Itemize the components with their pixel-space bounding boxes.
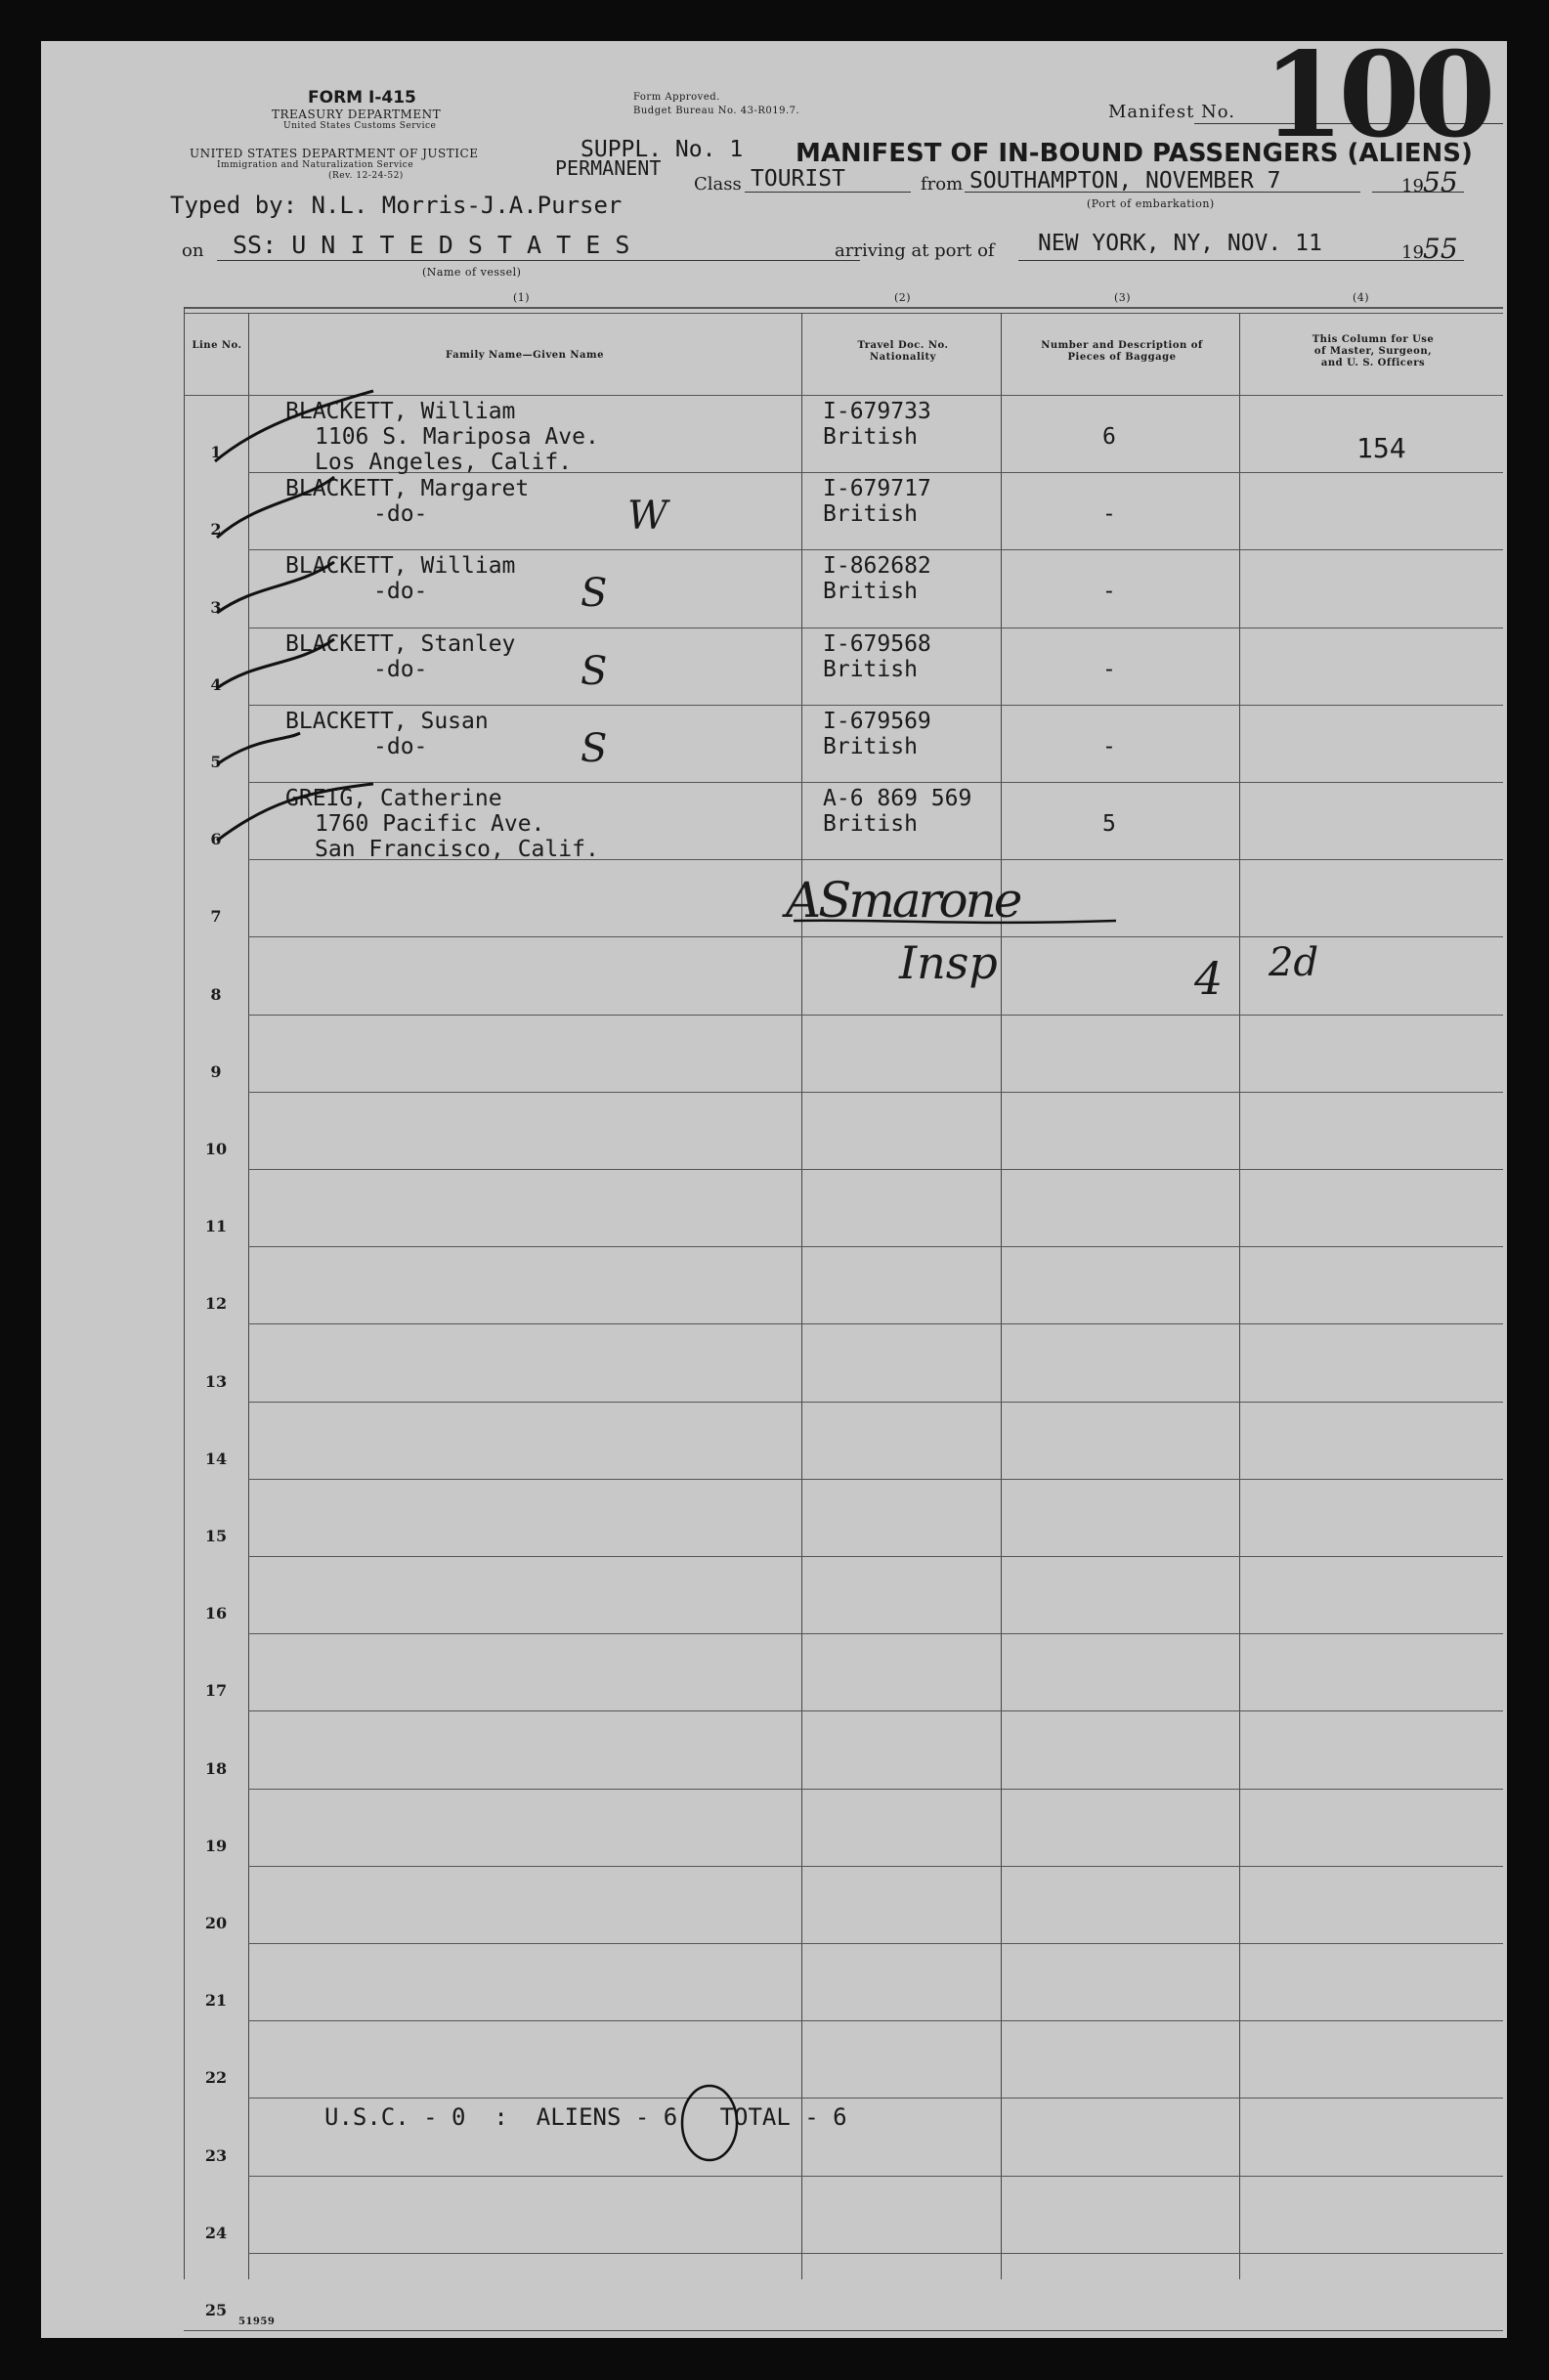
- baggage-count: -: [1102, 656, 1116, 682]
- line-number: 13: [204, 1371, 228, 1391]
- totals-summary: U.S.C. - 0 : ALIENS - 6 TOTAL - 6: [324, 2103, 847, 2131]
- nationality: British: [823, 424, 918, 450]
- arrival-year: 55: [1423, 233, 1458, 265]
- arriving-label: arriving at port of: [835, 240, 995, 261]
- header-official-line3: and U. S. Officers: [1320, 358, 1426, 368]
- handwritten-initial: W: [627, 494, 668, 540]
- arrival-year-prefix: 19: [1401, 242, 1424, 263]
- supplement-number: SUPPL. No. 1: [581, 137, 744, 162]
- line-number: 12: [204, 1294, 228, 1314]
- travel-doc-number: I-679717: [823, 476, 931, 502]
- passenger-address-line1: -do-: [373, 501, 428, 528]
- manifest-document: [41, 26, 1507, 2338]
- line-number: 2: [210, 520, 222, 540]
- on-label: on: [182, 240, 204, 261]
- port-embark-caption: (Port of embarkation): [1087, 197, 1215, 210]
- column-number-2: (2): [894, 291, 912, 304]
- handwritten-initial: S: [581, 571, 608, 617]
- header-family-name: Family Name—Given Name: [446, 350, 604, 361]
- column-number-4: (4): [1353, 291, 1370, 304]
- handwritten-initial: S: [581, 725, 608, 771]
- line-number: 10: [204, 1140, 228, 1158]
- checkmark-row-6: [217, 784, 373, 841]
- passenger-name: BLACKETT, William: [285, 399, 516, 424]
- line-number: 1: [210, 443, 222, 462]
- nationality: British: [823, 656, 918, 682]
- manifest-label: Manifest No.: [1108, 102, 1236, 122]
- aliens-count-circle: [682, 2086, 737, 2160]
- inspector-abbrev: Insp: [899, 936, 998, 989]
- justice-dept: UNITED STATES DEPARTMENT OF JUSTICE: [190, 147, 479, 160]
- passenger-name: BLACKETT, Stanley: [285, 630, 516, 657]
- column-number-1: (1): [513, 291, 531, 304]
- passenger-name: BLACKETT, William: [285, 553, 516, 580]
- line-number: 8: [210, 984, 222, 1004]
- baggage-count: -: [1102, 501, 1116, 528]
- from-year-prefix: 19: [1401, 176, 1424, 196]
- checkmark-row-1: [215, 391, 373, 461]
- line-number: 16: [204, 1604, 228, 1623]
- travel-doc-number: I-679733: [823, 399, 931, 424]
- checkmark-row-3: [217, 562, 334, 613]
- handwritten-4: 4: [1194, 952, 1224, 1005]
- manifest-number: 100: [1263, 26, 1490, 164]
- class-label: Class: [694, 174, 742, 195]
- line-number: 3: [210, 597, 222, 617]
- passenger-address-line2: Los Angeles, Calif.: [315, 450, 573, 475]
- nationality: British: [823, 501, 918, 528]
- line-number: 15: [204, 1527, 228, 1545]
- header-travel-doc-line1: Travel Doc. No.: [857, 340, 949, 351]
- nationality: British: [823, 579, 918, 605]
- passenger-address-line2: San Francisco, Calif.: [315, 837, 599, 862]
- header-official-line1: This Column for Use: [1312, 334, 1435, 345]
- baggage-count: 5: [1102, 811, 1116, 837]
- header-baggage-line2: Pieces of Baggage: [1067, 352, 1177, 363]
- permanent-label: PERMANENT: [555, 156, 662, 180]
- line-number: 20: [204, 1914, 228, 1932]
- baggage-count: 6: [1102, 424, 1116, 450]
- line-number: 14: [204, 1449, 228, 1468]
- baggage-count: -: [1102, 733, 1116, 759]
- checkmark-row-5: [217, 733, 300, 764]
- travel-doc-number: I-679569: [823, 708, 931, 734]
- line-number: 23: [204, 2145, 228, 2165]
- customs-service: United States Customs Service: [283, 121, 437, 131]
- manifest-title: MANIFEST OF IN-BOUND PASSENGERS (ALIENS): [796, 139, 1473, 168]
- inspector-signature: ASmarone: [786, 872, 1020, 929]
- budget-bureau: Budget Bureau No. 43-R019.7.: [633, 106, 800, 116]
- line-number: 11: [204, 1217, 228, 1236]
- from-label: from: [921, 174, 964, 195]
- line-number: 25: [204, 2301, 228, 2319]
- vessel-caption: (Name of vessel): [422, 266, 522, 279]
- line-number: 24: [204, 2223, 228, 2242]
- handwritten-2d: 2d: [1269, 940, 1319, 985]
- signature-underline: [794, 921, 1116, 923]
- ins-service: Immigration and Naturalization Service: [217, 160, 414, 170]
- passenger-address-line1: 1760 Pacific Ave.: [315, 811, 545, 837]
- passenger-name: BLACKETT, Margaret: [285, 476, 530, 502]
- from-year: 55: [1423, 166, 1458, 198]
- revision-date: (Rev. 12-24-52): [328, 171, 404, 181]
- header-official-line2: of Master, Surgeon,: [1313, 346, 1433, 357]
- handwritten-initial: S: [581, 648, 608, 694]
- form-approved: Form Approved.: [633, 92, 720, 103]
- nationality: British: [823, 733, 918, 759]
- passenger-address-line1: 1106 S. Mariposa Ave.: [315, 424, 599, 450]
- nationality: British: [823, 811, 918, 837]
- line-number: 9: [210, 1061, 222, 1081]
- line-number: 19: [204, 1836, 228, 1855]
- passenger-address-line1: -do-: [373, 733, 428, 759]
- form-number: FORM I-415: [308, 88, 416, 108]
- travel-doc-number: I-679568: [823, 630, 931, 657]
- footer-code: 51959: [238, 2316, 276, 2327]
- travel-doc-number: I-862682: [823, 553, 931, 580]
- passenger-address-line1: -do-: [373, 656, 428, 682]
- passenger-name: BLACKETT, Susan: [285, 708, 489, 734]
- column-number-3: (3): [1114, 291, 1132, 304]
- line-number: 6: [210, 830, 222, 849]
- checkmark-row-2: [217, 477, 334, 538]
- line-number: 17: [204, 1681, 228, 1701]
- header-line-no: Line No.: [192, 340, 242, 351]
- from-value: SOUTHAMPTON, NOVEMBER 7: [969, 168, 1281, 194]
- arrival-port: NEW YORK, NY, NOV. 11: [1038, 231, 1322, 256]
- treasury-dept: TREASURY DEPARTMENT: [272, 108, 442, 121]
- line-number: 5: [210, 753, 222, 771]
- vessel-name: SS: U N I T E D S T A T E S: [233, 231, 630, 259]
- typed-by: Typed by: N.L. Morris-J.A.Purser: [170, 192, 623, 219]
- official-use-value: 154: [1356, 432, 1406, 464]
- baggage-count: -: [1102, 579, 1116, 605]
- line-number: 18: [204, 1758, 228, 1778]
- pen-marks: [41, 41, 1507, 2338]
- line-number: 21: [204, 1991, 228, 2011]
- class-value: TOURIST: [751, 166, 845, 192]
- line-number: 7: [210, 907, 222, 927]
- passenger-address-line1: -do-: [373, 579, 428, 605]
- travel-doc-number: A-6 869 569: [823, 786, 972, 811]
- header-travel-doc-line2: Nationality: [870, 352, 936, 363]
- line-number: 4: [210, 674, 222, 694]
- checkmark-row-4: [217, 639, 334, 688]
- header-baggage-line1: Number and Description of: [1041, 340, 1203, 351]
- passenger-name: GREIG, Catherine: [285, 786, 502, 811]
- line-number: 22: [204, 2068, 228, 2088]
